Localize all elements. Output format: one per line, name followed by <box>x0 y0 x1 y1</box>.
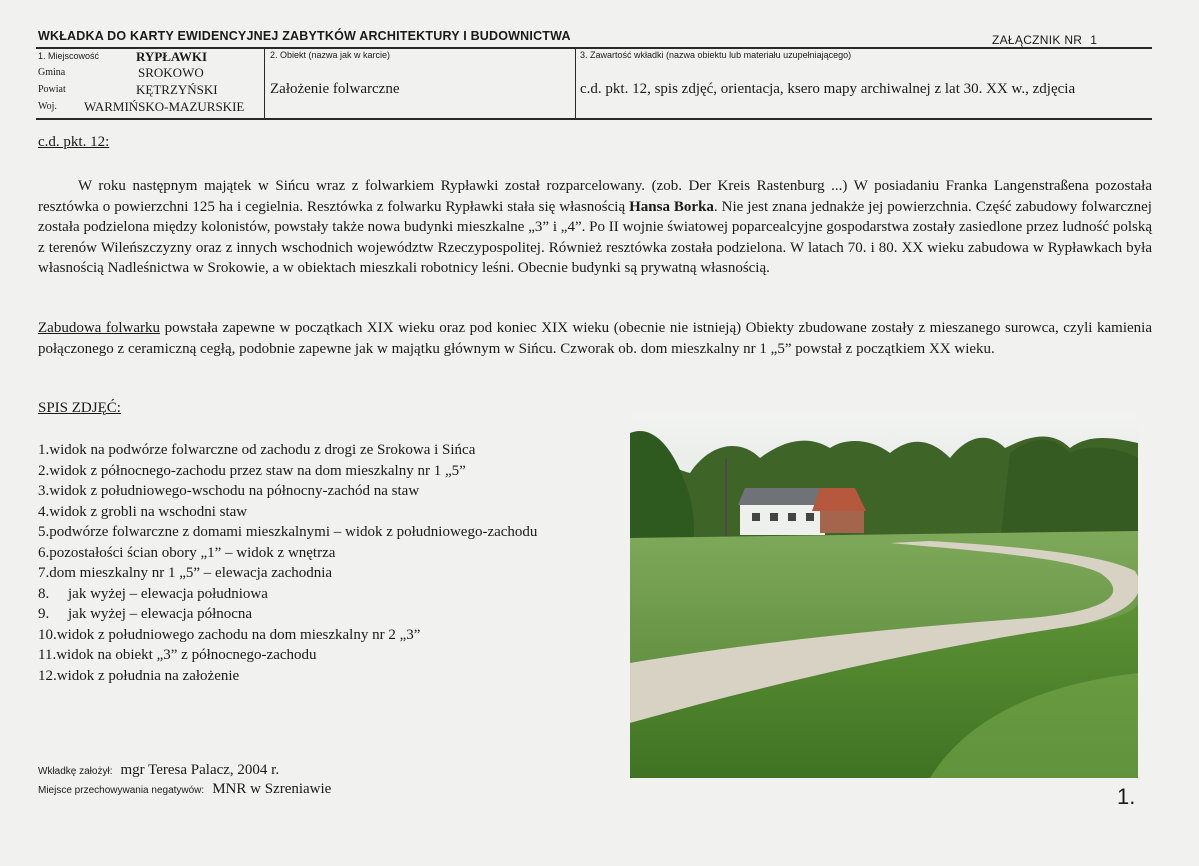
owner-name: Hansa Borka <box>629 198 714 215</box>
object-name: Założenie folwarczne <box>270 81 400 97</box>
page-number: 1. <box>1117 784 1136 809</box>
negatives-label: Miejsce przechowywania negatywów: <box>38 785 205 796</box>
list-item: 12.widok z południa na założenie <box>38 667 240 684</box>
annex-label-text: ZAŁĄCZNIK NR <box>992 33 1083 47</box>
negatives-row <box>38 781 331 798</box>
object-column-label: 2. Obiekt (nazwa jak w karcie) <box>270 50 391 60</box>
powiat-value: KĘTRZYŃSKI <box>136 82 218 97</box>
document-title: WKŁADKA DO KARTY EWIDENCYJNEJ ZABYTKÓW ARCHITEKTURY I BUDOWNICTWA <box>38 29 571 43</box>
history-paragraph <box>38 176 1152 279</box>
insert-contents: c.d. pkt. 12, spis zdjęć, orientacja, ksero mapy archiwalnej z lat 30. XX w., zdjęcia <box>580 81 1076 97</box>
list-item: 10.widok z południowego zachodu na dom mieszkalny nr 2 „3” <box>38 626 421 643</box>
list-item: 4.widok z grobli na wschodni staw <box>38 503 248 520</box>
table-bottom-rule <box>36 118 1152 120</box>
woj-label: Woj. <box>38 101 57 112</box>
locality-row <box>38 49 208 64</box>
gmina-label: Gmina <box>38 67 66 78</box>
buildings-text: powstała zapewne w początkach XIX wieku oraz pod koniec XIX wieku (obecnie nie istnieją) Obiekty zbudowane zostały z mieszanego surowca, czyli kamienia połączonego z ceramiczną cegłą, podobnie zapewne jak w majątku głównym w Sińcu. Czworak ob. dom mieszkalny nr 1 „5” powstał z początkiem XX wieku. <box>38 320 1152 357</box>
list-item: 6.pozostałości ścian obory „1” – widok z wnętrza <box>38 544 336 561</box>
section-continuation-heading: c.d. pkt. 12: <box>38 134 110 150</box>
list-item: 7.dom mieszkalny nr 1 „5” – elewacja zachodnia <box>38 565 333 581</box>
woj-row <box>38 99 245 114</box>
buildings-paragraph <box>38 318 1152 359</box>
powiat-label: Powiat <box>38 84 66 95</box>
powiat-row <box>38 82 218 97</box>
list-item: 3.widok z południowego-wschodu na północny-zachód na staw <box>38 483 420 499</box>
list-item: 11.widok na obiekt „3” z północnego-zachodu <box>38 647 317 663</box>
gmina-value: SROKOWO <box>138 65 204 80</box>
list-item: 5.podwórze folwarczne z domami mieszkalnymi – widok z południowego-zachodu <box>38 524 538 540</box>
locality-label: 1. Miejscowość <box>38 51 100 61</box>
locality-value: RYPŁAWKI <box>136 49 208 64</box>
list-item: 8. jak wyżej – elewacja południowa <box>38 585 268 602</box>
gmina-row <box>38 65 204 80</box>
negatives-value: MNR w Szreniawie <box>212 781 332 797</box>
table-col-divider-2 <box>575 47 576 119</box>
woj-value: WARMIŃSKO-MAZURSKIE <box>84 99 245 114</box>
author-label: Wkładkę założył: <box>38 766 113 777</box>
contents-column-label: 3. Zawartość wkładki (nazwa obiektu lub materiału uzupełniającego) <box>580 50 852 60</box>
photo-list <box>38 440 537 686</box>
author-row <box>38 762 279 779</box>
list-item: 1.widok na podwórze folwarczne od zachodu z drogi ze Srokowa i Sińca <box>38 442 476 458</box>
farm-photo <box>630 413 1138 778</box>
farm-photo-image <box>630 413 1138 778</box>
list-item: 2.widok z północnego-zachodu przez staw na dom mieszkalny nr 1 „5” <box>38 462 466 479</box>
history-text-b: . Nie jest znana jednakże jej powierzchnia. Część zabudowy folwarcznej została podzielona między kolonistów, powstały także nowa budynki mieszkalne „3” i „4”. Po II wojnie światowej poparcealcyjne gospodarstwa zostały zasiedlone przez ludność polską z terenów Wileńszczyzny oraz z innych wschodnich województw Rzeczypospolitej. Również resztówka została podzielona. W latach 70. i 80. XX wieku zabudowa w Rypławkach była własnością Nadleśnictwa w Srokowie, a w obiektach mieszkali robotnicy leśni. Obecnie budynki są prywatną własnością. <box>38 198 1152 276</box>
history-text-a: W roku następnym majątek w Sińcu wraz z folwarkiem Rypławki został rozparcelowany. (zob. Der Kreis Rastenburg ...) W posiadaniu Franka Langenstraßena pozostała resztówka o powierzchni 125 ha i cegielnia. Resztówka z folwarku Rypławki stała się własnością <box>38 178 1152 215</box>
author-value: mgr Teresa Palacz, 2004 r. <box>120 762 280 778</box>
annex-number: 1 <box>1090 33 1098 47</box>
photo-list-heading: SPIS ZDJĘĆ: <box>38 400 121 416</box>
table-col-divider-1 <box>264 47 265 119</box>
annex-label <box>992 33 1097 47</box>
list-item: 9. jak wyżej – elewacja północna <box>38 606 253 622</box>
buildings-lead: Zabudowa folwarku <box>38 320 161 336</box>
